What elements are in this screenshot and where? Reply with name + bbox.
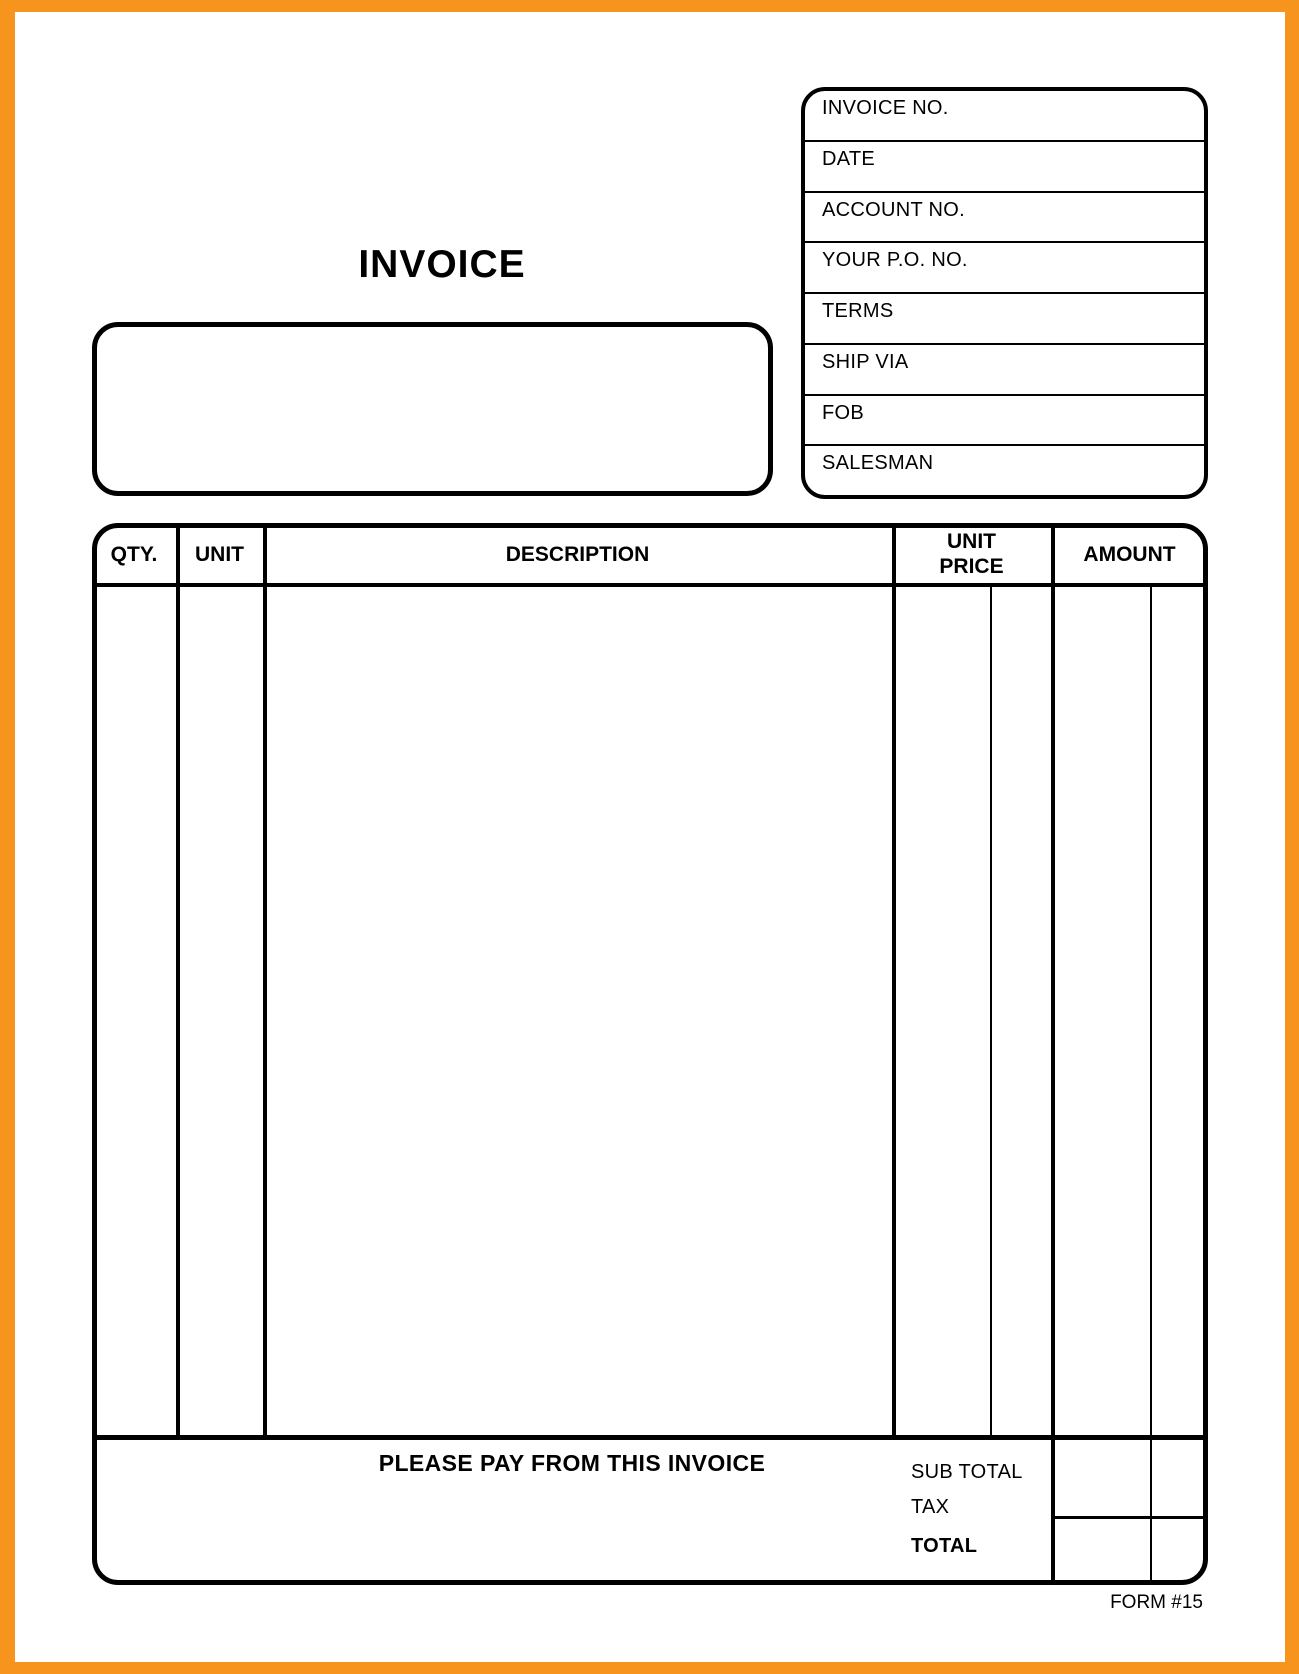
qty-unit-divider	[176, 528, 180, 1435]
invoice-no-label: INVOICE NO.	[822, 97, 949, 119]
account-no-label: ACCOUNT NO.	[822, 198, 965, 221]
unit-description-divider	[263, 528, 267, 1435]
unit-price-column-header	[892, 523, 1051, 585]
date-label: DATE	[822, 147, 876, 170]
invoice-info-box	[801, 87, 1208, 499]
terms-label: TERMS	[822, 300, 894, 322]
subtotal-tax-amount-cell[interactable]	[1056, 1441, 1206, 1515]
header-bottom-line	[92, 583, 1208, 587]
info-row-terms[interactable]	[805, 292, 1204, 343]
info-row-account-no[interactable]	[805, 191, 1204, 242]
pay-message: PLEASE PAY FROM THIS INVOICE	[378, 1450, 766, 1476]
info-row-ship-via[interactable]	[805, 343, 1204, 394]
total-amount-cell-divider	[1051, 1516, 1208, 1519]
ship-via-label: SHIP VIA	[822, 350, 909, 373]
unit-price-entry-area[interactable]	[897, 588, 1051, 1433]
total-label: TOTAL	[911, 1535, 978, 1557]
your-po-no-label: YOUR P.O. NO.	[822, 249, 968, 272]
tax-label: TAX	[911, 1496, 950, 1518]
unit-price-column-header-text: UNIT PRICE	[939, 530, 1004, 578]
qty-column-header: QTY.	[110, 542, 158, 566]
description-entry-area[interactable]	[268, 588, 892, 1433]
unit-column-header: UNIT	[195, 542, 244, 566]
sub-total-label: SUB TOTAL	[911, 1461, 1023, 1483]
amount-entry-area[interactable]	[1056, 588, 1203, 1433]
customer-address-box[interactable]	[92, 322, 773, 496]
qty-entry-area[interactable]	[97, 588, 176, 1433]
page-title: INVOICE	[358, 243, 526, 286]
unitprice-amount-divider	[1051, 528, 1055, 1580]
form-number: FORM #15	[1110, 1592, 1203, 1613]
info-row-your-po-no[interactable]	[805, 241, 1204, 292]
total-amount-cell[interactable]	[1056, 1520, 1206, 1579]
salesman-label: SALESMAN	[822, 452, 934, 475]
info-row-salesman[interactable]	[805, 444, 1204, 495]
amount-column-header: AMOUNT	[1083, 542, 1176, 566]
description-unitprice-divider	[892, 528, 896, 1435]
footer-top-line	[92, 1435, 1208, 1440]
info-row-date[interactable]	[805, 140, 1204, 191]
info-row-invoice-no[interactable]	[805, 91, 1204, 140]
info-row-fob[interactable]	[805, 394, 1204, 445]
unit-entry-area[interactable]	[181, 588, 263, 1433]
description-column-header: DESCRIPTION	[505, 542, 650, 566]
fob-label: FOB	[822, 401, 865, 424]
